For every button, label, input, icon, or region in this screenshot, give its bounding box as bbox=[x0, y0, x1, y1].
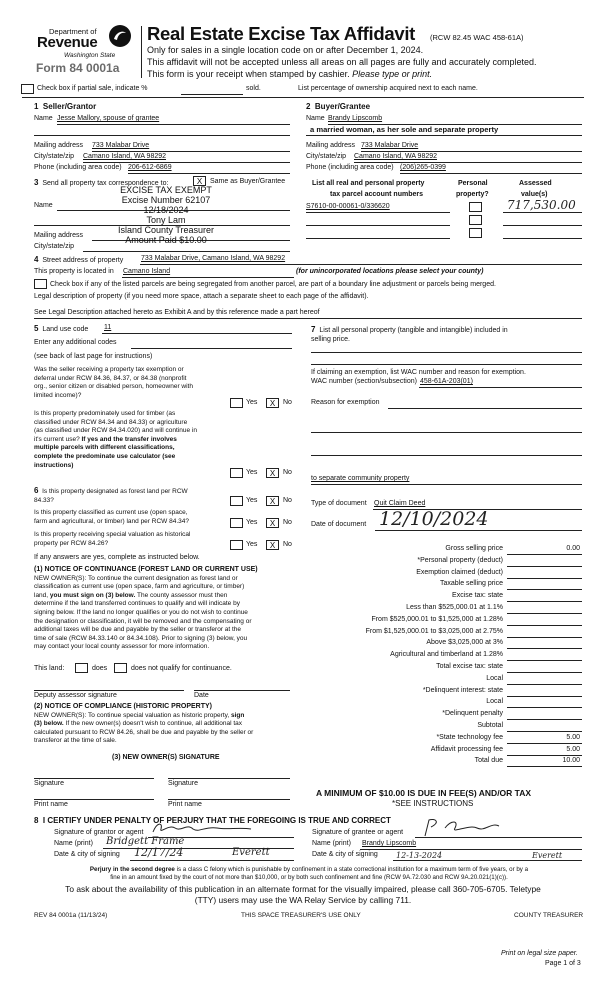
exemption-claim-label: If claiming an exemption, list WAC number and reason for exemption. bbox=[311, 369, 526, 376]
tax-row-label: *State technology fee bbox=[436, 733, 503, 741]
exemption-no-checkbox[interactable]: X bbox=[266, 398, 279, 408]
deputy-signature-label: Deputy assessor signature bbox=[34, 692, 117, 699]
seller-mailing-label: Mailing address bbox=[34, 142, 84, 149]
tax-row-label: Affidavit processing fee bbox=[430, 745, 503, 753]
land-use-line bbox=[102, 333, 292, 334]
any-yes-label: If any answers are yes, complete as instructed below. bbox=[34, 554, 200, 561]
forest-yes-checkbox[interactable] bbox=[230, 496, 243, 506]
sec5-num: 5 bbox=[34, 324, 39, 333]
buyer-city-line bbox=[354, 162, 582, 163]
assessed-line-2[interactable] bbox=[503, 225, 582, 226]
owner-signature-line-2[interactable] bbox=[168, 778, 290, 779]
personal-header1: Personal bbox=[458, 180, 488, 187]
notice2-a2: sign bbox=[231, 711, 245, 719]
tax-row-label: *Personal property (deduct) bbox=[417, 556, 503, 564]
tax-row-line bbox=[507, 648, 582, 649]
same-as-buyer-label: Same as Buyer/Grantee bbox=[210, 178, 286, 185]
parcels-header1: List all real and personal property bbox=[312, 180, 425, 187]
grantor-name[interactable]: Bridgett Frame bbox=[106, 836, 185, 847]
see-back-label: (see back of last page for instructions) bbox=[34, 353, 153, 360]
parcels-header2: tax parcel account numbers bbox=[330, 191, 423, 198]
tax-row-label: Local bbox=[486, 698, 503, 706]
current-use-no-label: No bbox=[283, 519, 292, 526]
current-use-no-checkbox[interactable]: X bbox=[266, 518, 279, 528]
notice1-a2: classification as current use (open space, farm and agriculture, or timber) bbox=[34, 583, 245, 591]
buyer-city-label: City/state/zip bbox=[306, 153, 347, 160]
tax-row-line bbox=[507, 660, 582, 661]
sec3-city-line[interactable] bbox=[83, 251, 290, 252]
wac-value[interactable]: 458-61A-203(01) bbox=[420, 378, 473, 385]
perjury-text-1: is a class C felony which is punishable by confinement in a state correctional institution for a maximum term of five years, or by a bbox=[176, 866, 529, 873]
grantor-signature-icon[interactable] bbox=[147, 820, 267, 836]
seller-name[interactable]: Jesse Mallory, spouse of grantee bbox=[57, 115, 160, 122]
tax-row-label: Above $3,025,000 at 3% bbox=[426, 639, 503, 647]
wac-label: WAC number (section/subsection) bbox=[311, 378, 417, 385]
owner-signature-label-1: Signature bbox=[34, 780, 64, 787]
personal-property-checkbox-2[interactable] bbox=[469, 215, 482, 225]
sec6-q2-line2: farm and agricultural, or timber) land per RCW 84.34? bbox=[34, 517, 189, 525]
q1-line1: Was the seller receiving a property tax exemption or bbox=[34, 366, 184, 373]
seller-city-label: City/state/zip bbox=[34, 153, 75, 160]
access-text-2: (TTY) users may use the WA Relay Service by calling 711. bbox=[194, 895, 412, 905]
form-citation: (RCW 82.45 WAC 458-61A) bbox=[430, 33, 524, 42]
notice-compliance bbox=[34, 703, 253, 746]
sec3-city-label: City/state/zip bbox=[34, 243, 75, 250]
land-use-label bbox=[34, 324, 88, 333]
tax-row-label: Total excise tax: state bbox=[436, 663, 503, 670]
seller-name-label: Name bbox=[34, 115, 53, 122]
assessed-header2: value(s) bbox=[521, 191, 548, 198]
tax-row-line bbox=[507, 672, 582, 673]
owner-signature-line-1[interactable] bbox=[34, 778, 154, 779]
notice1-b1: land, bbox=[34, 591, 49, 599]
grantee-name[interactable]: Brandy Lipscomb bbox=[362, 840, 417, 847]
deputy-date-line[interactable] bbox=[194, 690, 290, 691]
timber-no-label: No bbox=[283, 469, 292, 476]
sec7-label2: selling price. bbox=[311, 336, 350, 343]
reason-value[interactable]: to separate community property bbox=[311, 475, 410, 482]
doc-date-line bbox=[375, 530, 582, 531]
sec4-label: Street address of property bbox=[42, 257, 124, 264]
sec6-q1-line2: 84.33? bbox=[34, 496, 54, 504]
tax-row-label: Agricultural and timberland at 1.28% bbox=[390, 651, 503, 659]
perjury-notice bbox=[34, 866, 584, 882]
sold-label: sold. bbox=[246, 85, 261, 92]
buyer-name[interactable]: Brandy Lipscomb bbox=[328, 115, 383, 122]
partial-sale-field[interactable] bbox=[181, 94, 243, 95]
q2-line4 bbox=[34, 436, 197, 445]
tax-row-line bbox=[507, 684, 582, 685]
buyer-city[interactable]: Camano Island, WA 98292 bbox=[354, 153, 438, 160]
buyer-phone-line bbox=[400, 173, 582, 174]
notice1-b bbox=[34, 592, 258, 601]
sec3-label: Send all property tax correspondence to: bbox=[42, 180, 169, 187]
notice1-c3: the designation or classification, it will be removed and the compensating or bbox=[34, 617, 252, 625]
tax-row-label: Less than $525,000.01 at 1.1% bbox=[406, 604, 503, 611]
notice1-c4: additional taxes will be due and payable by the seller or transferor at the bbox=[34, 626, 242, 634]
tax-row-label: From $1,525,000.01 to $3,025,000 at 2.75% bbox=[365, 627, 503, 635]
tax-row-line bbox=[507, 613, 582, 614]
access-text-1: To ask about the availability of this publication in an alternate format for the visually impaired, please call 360-705-6705. Teletype bbox=[65, 884, 541, 894]
header-line3-text: This form is your receipt when stamped by cashier. bbox=[147, 69, 350, 79]
located-value[interactable]: Camano Island bbox=[123, 268, 171, 275]
sec4-num: 4 bbox=[34, 255, 39, 264]
see-instructions: *SEE INSTRUCTIONS bbox=[392, 799, 474, 808]
tax-row-line bbox=[507, 589, 582, 590]
located-line bbox=[122, 277, 294, 278]
stamp-line1: EXCISE TAX EXEMPT bbox=[120, 185, 212, 195]
header-line3 bbox=[147, 69, 432, 79]
treasurer-use-label: THIS SPACE TREASURER'S USE ONLY bbox=[241, 912, 361, 919]
grantee-signature-label: Signature of grantee or agent bbox=[312, 829, 404, 836]
sec3-name-label: Name bbox=[34, 202, 53, 209]
assessed-line-1 bbox=[503, 212, 582, 213]
tax-row-line bbox=[507, 719, 582, 720]
segregated-checkbox[interactable] bbox=[34, 279, 47, 289]
partial-sale-checkbox[interactable] bbox=[21, 84, 34, 94]
certify-text: I CERTIFY UNDER PENALTY OF PERJURY THAT THE FOREGOING IS TRUE AND CORRECT bbox=[42, 816, 391, 825]
seller-heading-text: Seller/Grantor bbox=[42, 102, 97, 111]
dept-washington: Washington State bbox=[64, 52, 116, 59]
buyer-mailing[interactable]: 733 Malabar Drive bbox=[361, 142, 419, 149]
owner-print-label-1: Print name bbox=[34, 801, 68, 808]
q2-bold3: complete the predominate use calculator (see bbox=[34, 452, 176, 460]
assessed-value-1[interactable]: 717,530.00 bbox=[507, 198, 576, 212]
tax-row-label: Excise tax: state bbox=[452, 592, 503, 600]
seller-name-line2 bbox=[34, 135, 290, 136]
new-owner-signature-heading: (3) NEW OWNER(S) SIGNATURE bbox=[112, 754, 220, 761]
deputy-date-label: Date bbox=[194, 692, 209, 699]
doc-date-label: Date of document bbox=[311, 521, 367, 528]
tax-row-label: Gross selling price bbox=[445, 545, 503, 552]
reason-line-1[interactable] bbox=[388, 408, 582, 409]
tax-row-line bbox=[507, 625, 582, 626]
tax-row-line bbox=[507, 637, 582, 638]
does-not-label: does not qualify for continuance. bbox=[131, 665, 232, 672]
this-land-label: This land: bbox=[34, 665, 65, 672]
seller-num: 1 bbox=[34, 102, 39, 111]
tax-row-line bbox=[507, 601, 582, 602]
stamp-line2: Excise Number 62107 bbox=[121, 195, 211, 205]
owner-print-line-1[interactable] bbox=[34, 799, 154, 800]
notice2-c2: transferor at the time of sale. bbox=[34, 737, 117, 745]
revenue-logo-icon bbox=[108, 24, 132, 48]
personal-property-line-1[interactable] bbox=[311, 352, 582, 353]
tax-row-label: From $525,000.01 to $1,525,000 at 1.28% bbox=[371, 615, 503, 623]
street-address-label bbox=[34, 255, 123, 264]
tax-row-line bbox=[507, 766, 582, 767]
historic-no-label: No bbox=[283, 541, 292, 548]
q2-line2: classified under RCW 84.34 and 84.33) or agriculture bbox=[34, 418, 188, 426]
grantor-signature-label: Signature of grantor or agent bbox=[54, 829, 144, 836]
owner-print-label-2: Print name bbox=[168, 801, 202, 808]
street-address[interactable]: 733 Malabar Drive, Camano Island, WA 98292 bbox=[141, 255, 286, 262]
tax-row-label: *Delinquent penalty bbox=[442, 710, 503, 718]
tax-row-line bbox=[507, 755, 582, 756]
buyer-name-label: Name bbox=[306, 115, 325, 122]
header-divider bbox=[141, 26, 142, 78]
parcel-line-2[interactable] bbox=[306, 225, 450, 226]
page-number: Page 1 of 3 bbox=[545, 960, 581, 967]
parcel-line-1 bbox=[306, 212, 450, 213]
buyer-mailing-line bbox=[361, 151, 582, 152]
exemption-yes-checkbox[interactable] bbox=[230, 398, 243, 408]
header-line2: This affidavit will not be accepted unless all areas on all pages are fully and accurately completed. bbox=[147, 57, 537, 67]
rev-number: REV 84 0001a (11/13/24) bbox=[34, 912, 108, 919]
grantee-city[interactable]: Everett bbox=[532, 851, 563, 860]
legal-size-note: Print on legal size paper. bbox=[501, 950, 578, 957]
q2-bold2: multiple parcels with different classifications, bbox=[34, 444, 175, 452]
grantee-signature-line bbox=[415, 837, 582, 838]
notice2-a1: NEW OWNER(S): To continue special valuation as historic property, bbox=[34, 711, 230, 719]
parcel-line-3[interactable] bbox=[306, 238, 450, 239]
notice1-c1: determine if the land transferred continues to qualify and will indicate by bbox=[34, 600, 240, 608]
tax-row-line bbox=[507, 566, 582, 567]
street-address-line bbox=[140, 264, 582, 265]
perjury-bold: Perjury in the second degree bbox=[89, 866, 175, 873]
notice2-a bbox=[34, 712, 253, 721]
notice1-c2: signing below. If the land no longer qualifies or you do not wish to continue bbox=[34, 608, 248, 616]
timber-yes-checkbox[interactable] bbox=[230, 468, 243, 478]
stamp-line3: 12/18/2024 bbox=[143, 205, 189, 215]
tax-row-label: Total due bbox=[474, 757, 503, 765]
located-note: (for unincorporated locations please select your county) bbox=[296, 268, 484, 275]
sec7-num: 7 bbox=[311, 325, 316, 334]
tax-row-line bbox=[507, 743, 582, 744]
historic-no-checkbox[interactable]: X bbox=[266, 540, 279, 550]
seller-phone-label: Phone (including area code) bbox=[34, 164, 122, 171]
notice1-title: (1) NOTICE OF CONTINUANCE (FOREST LAND OR CURRENT USE) bbox=[34, 566, 258, 573]
stamp-line6: Amount Paid $10.00 bbox=[125, 235, 207, 245]
dept-revenue: Revenue bbox=[37, 34, 98, 51]
seller-mailing[interactable]: 733 Malabar Drive bbox=[92, 142, 150, 149]
tax-row-value[interactable]: 5.00 bbox=[566, 733, 580, 741]
header-bottom-rule bbox=[22, 97, 584, 98]
exemption-no-label: No bbox=[283, 399, 292, 406]
sec6-num: 6 bbox=[34, 486, 39, 495]
minimum-due-notice: A MINIMUM OF $10.00 IS DUE IN FEE(S) AND/OR TAX bbox=[316, 788, 532, 798]
deputy-signature-line[interactable] bbox=[34, 690, 184, 691]
seller-phone-line bbox=[128, 173, 290, 174]
grantee-date[interactable]: 12-13-2024 bbox=[396, 851, 443, 860]
personal-property-checkbox-3[interactable] bbox=[469, 228, 482, 238]
notice2-b1: (3) below. bbox=[34, 720, 64, 728]
q1-line4: limited income)? bbox=[34, 391, 82, 399]
tax-row-label: Taxable selling price bbox=[439, 580, 503, 588]
q2-bold1: If yes and the transfer involves bbox=[81, 435, 177, 443]
wac-line bbox=[419, 387, 582, 388]
notice2-title: (2) NOTICE OF COMPLIANCE (HISTORIC PROPERTY) bbox=[34, 703, 212, 710]
legal-description-label: Legal description of property (if you need more space, attach a separate sheet to each page of the affidavit). bbox=[34, 293, 369, 300]
header-line1: Only for sales in a single location code on or after December 1, 2024. bbox=[147, 45, 424, 55]
seller-mailing-line bbox=[92, 151, 290, 152]
same-as-buyer-checkbox[interactable]: X bbox=[193, 176, 206, 186]
stamp-line4: Tony Lam bbox=[146, 215, 186, 225]
notice-continuance bbox=[34, 566, 258, 652]
assessed-line-3[interactable] bbox=[503, 238, 582, 239]
tax-row-line bbox=[507, 696, 582, 697]
tax-row-label: *Delinquent interest: state bbox=[422, 686, 503, 694]
segregated-label: Check box if any of the listed parcels are being segregated from another parcel, are part of a boundary line adjustment or parcels being merged. bbox=[50, 281, 496, 288]
additional-codes-line[interactable] bbox=[131, 348, 292, 349]
notice2-b bbox=[34, 720, 253, 729]
tax-row-label: Local bbox=[486, 674, 503, 682]
tax-row-line bbox=[507, 731, 582, 732]
seller-phone[interactable]: 206-612-6869 bbox=[128, 164, 172, 171]
reason-label: Reason for exemption bbox=[311, 399, 380, 406]
legal-description-value[interactable]: See Legal Description attached hereto as Exhibit A and by this reference made a part hereof bbox=[34, 309, 320, 316]
tax-row-value[interactable]: 5.00 bbox=[566, 745, 580, 753]
sec7-label bbox=[311, 325, 508, 344]
tax-row-label: Subtotal bbox=[477, 722, 503, 729]
buyer-heading bbox=[306, 102, 370, 111]
current-use-yes-checkbox[interactable] bbox=[230, 518, 243, 528]
grantor-date-line bbox=[130, 860, 294, 861]
q1-line3: org., senior citizen or disabled person, homeowner with bbox=[34, 383, 193, 391]
grantor-name-label: Name (print) bbox=[54, 840, 93, 847]
seller-city[interactable]: Camano Island, WA 98292 bbox=[83, 153, 167, 160]
notice1-c6: may contact your local county assessor for more information. bbox=[34, 643, 210, 651]
notice1-c5: time of sale (RCW 84.33.140 or 84.34.108). Prior to signing (3) below, you bbox=[34, 634, 248, 642]
q2-line1: Is this property predominately used for timber (as bbox=[34, 410, 176, 417]
personal-header2: property? bbox=[456, 191, 489, 198]
reason-line-4 bbox=[311, 484, 582, 485]
grantor-date[interactable]: 12/17/24 bbox=[134, 846, 184, 859]
reason-line-2[interactable] bbox=[311, 432, 582, 433]
tax-row-value[interactable]: 10.00 bbox=[562, 757, 580, 765]
does-checkbox[interactable] bbox=[75, 663, 88, 673]
header-line3-italic: Please type or print. bbox=[352, 69, 433, 79]
historic-yes-checkbox[interactable] bbox=[230, 540, 243, 550]
partial-sale-label: Check box if partial sale, indicate % bbox=[37, 85, 148, 92]
notice2-b2: If the new owner(s) doesn't wish to continue, all additional tax bbox=[65, 720, 243, 728]
doc-type-label: Type of document bbox=[311, 500, 367, 507]
q1-line2: deferral under RCW 84.36, 84.37, or 84.38 (nonprofit bbox=[34, 374, 187, 382]
owner-print-line-2[interactable] bbox=[168, 799, 290, 800]
accessibility-notice bbox=[22, 884, 584, 906]
seller-city-line bbox=[83, 162, 290, 163]
sec6-q1-line1: Is this property designated as forest land per RCW bbox=[42, 488, 188, 495]
perjury-text-2: fine in an amount fixed by the court of not more than $10,000, or by both such confinement and fine (RCW 9A.72.030 and RCW 9A.20.021(1)(c)). bbox=[110, 874, 508, 881]
seller-name-line bbox=[57, 124, 290, 125]
forest-question bbox=[34, 487, 188, 505]
dept-line1: Department of bbox=[49, 27, 97, 36]
tax-row-value[interactable]: 0.00 bbox=[566, 545, 580, 552]
county-treasurer-label: COUNTY TREASURER bbox=[514, 912, 584, 919]
sec5-label: Land use code bbox=[42, 326, 89, 333]
forest-no-checkbox[interactable]: X bbox=[266, 496, 279, 506]
buyer-name-line2-rule bbox=[306, 135, 582, 136]
doc-type-value[interactable]: Quit Claim Deed bbox=[374, 500, 426, 507]
does-label: does bbox=[92, 665, 108, 672]
tax-row-line bbox=[507, 554, 582, 555]
forest-no-label: No bbox=[283, 497, 292, 504]
sec6-q3-line1: Is this property receiving special valuation as historical bbox=[34, 531, 191, 538]
form-title: Real Estate Excise Tax Affidavit bbox=[147, 23, 416, 44]
sec7-label1: List all personal property (tangible and intangible) included in bbox=[319, 327, 508, 334]
buyer-mailing-label: Mailing address bbox=[306, 142, 356, 149]
grantor-city[interactable]: Everett bbox=[232, 847, 270, 858]
buyer-phone[interactable]: (206)265-0399 bbox=[400, 164, 446, 171]
land-use-code[interactable]: 11 bbox=[104, 324, 112, 331]
form-number: Form 84 0001a bbox=[36, 61, 120, 75]
timber-yes-label: Yes bbox=[246, 469, 258, 476]
grantee-date-label: Date & city of signing bbox=[312, 851, 378, 858]
exemption-yes-label: Yes bbox=[246, 399, 258, 406]
owner-signature-label-2: Signature bbox=[168, 780, 198, 787]
timber-no-checkbox[interactable]: X bbox=[266, 468, 279, 478]
stamp-line5: Island County Treasurer bbox=[117, 225, 215, 235]
q2-bold4: instructions) bbox=[34, 461, 74, 469]
grantee-signature-icon[interactable] bbox=[415, 816, 535, 838]
notice1-b3: The county assessor must then bbox=[136, 591, 228, 599]
notice1-a1: NEW OWNER(S): To continue the current designation as forest land or bbox=[34, 574, 238, 582]
tax-row-line bbox=[507, 707, 582, 708]
sec6-q2-line1: Is this property classified as current use (open space, bbox=[34, 509, 188, 516]
buyer-phone-label: Phone (including area code) bbox=[306, 164, 394, 171]
notice2-c1: calculated pursuant to RCW 84.26, shall be due and payable by the seller or bbox=[34, 728, 254, 736]
buyer-name-line2[interactable]: a married woman, as her sole and separate property bbox=[310, 125, 499, 134]
located-label: This property is located in bbox=[34, 268, 114, 275]
grantee-date-line bbox=[393, 860, 582, 861]
tax-row-label: Exemption claimed (deduct) bbox=[416, 568, 503, 576]
seller-heading bbox=[34, 102, 96, 111]
q2-line4-text: it's current use? bbox=[34, 435, 80, 443]
tax-row-line bbox=[507, 578, 582, 579]
notice1-b2: you must sign on (3) below. bbox=[49, 591, 136, 599]
current-use-question bbox=[34, 509, 189, 526]
historic-question bbox=[34, 531, 190, 548]
historic-yes-label: Yes bbox=[246, 541, 258, 548]
sec3-mailing-label: Mailing address bbox=[34, 232, 84, 239]
buyer-num: 2 bbox=[306, 102, 311, 111]
sec6-q3-line2: property per RCW 84.26? bbox=[34, 539, 109, 547]
q2-line3: (as classified under RCW 84.34.020) and will continue in bbox=[34, 427, 197, 435]
parcel-number-1[interactable]: S7610-00-00061-0/336620 bbox=[306, 203, 390, 210]
personal-property-checkbox-1[interactable] bbox=[469, 202, 482, 212]
legal-line-1 bbox=[34, 318, 582, 319]
buyer-heading-text: Buyer/Grantee bbox=[314, 102, 371, 111]
personal-property-line-2[interactable] bbox=[311, 364, 582, 365]
exemption-question bbox=[34, 366, 193, 400]
additional-codes-label: Enter any additional codes bbox=[34, 339, 117, 346]
reason-line-3[interactable] bbox=[311, 455, 582, 456]
assessed-header1: Assessed bbox=[519, 180, 552, 187]
timber-question bbox=[34, 410, 197, 470]
sec3-num: 3 bbox=[34, 178, 39, 187]
doc-date-value[interactable]: 12/10/2024 bbox=[379, 508, 489, 530]
current-use-yes-label: Yes bbox=[246, 519, 258, 526]
ownership-label: List percentage of ownership acquired next to each name. bbox=[298, 85, 478, 92]
treasurer-stamp bbox=[96, 185, 236, 245]
does-not-checkbox[interactable] bbox=[114, 663, 127, 673]
sec8-num: 8 bbox=[34, 816, 39, 825]
forest-yes-label: Yes bbox=[246, 497, 258, 504]
grantee-name-line bbox=[360, 849, 582, 850]
grantor-date-label: Date & city of signing bbox=[54, 851, 120, 858]
grantee-name-label: Name (print) bbox=[312, 840, 351, 847]
